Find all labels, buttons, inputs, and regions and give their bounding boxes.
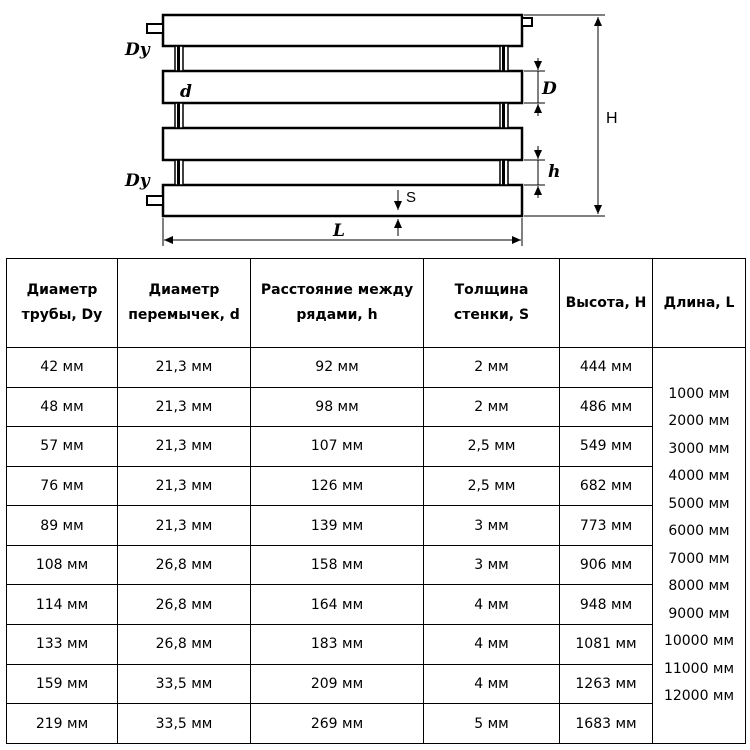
cell-jumper-diameter: 21,3 мм [118,466,251,506]
label-dy-bottom: Dy [125,171,150,191]
length-option: 8000 мм [668,578,730,594]
length-option: 6000 мм [668,523,730,539]
cell-jumper-diameter: 21,3 мм [118,427,251,467]
cell-height: 444 мм [560,348,653,388]
cell-wall-thickness: 3 мм [424,506,560,546]
cell-pipe-diameter: 133 мм [7,625,118,665]
table-header-row [7,259,746,348]
cell-jumper-diameter: 21,3 мм [118,387,251,427]
spec-table [6,258,746,744]
cell-height: 549 мм [560,427,653,467]
length-option: 7000 мм [668,550,730,567]
table-row [7,348,746,388]
pipe-row-3 [163,128,522,160]
cell-wall-thickness: 4 мм [424,585,560,625]
cell-jumper-diameter: 21,3 мм [118,348,251,388]
cell-jumper-diameter: 26,8 мм [118,545,251,585]
header-pipe-diameter: Диаметр трубы, Dy [7,259,118,348]
table-row [7,664,746,704]
cell-jumper-diameter: 26,8 мм [118,625,251,665]
cell-row-distance: 164 мм [251,585,424,625]
label-S: S [406,189,417,206]
cell-wall-thickness: 2,5 мм [424,466,560,506]
cell-height: 486 мм [560,387,653,427]
length-option: 4000 мм [668,468,730,484]
cell-pipe-diameter: 57 мм [7,427,118,467]
cell-row-distance: 107 мм [251,427,424,467]
cell-jumper-diameter: 21,3 мм [118,506,251,546]
inlet-top-left [147,24,163,33]
header-height: Высота, H [560,259,653,348]
length-option: 12000 мм [663,688,735,704]
cell-row-distance: 183 мм [251,625,424,665]
inlet-bottom-left [147,196,163,205]
cell-wall-thickness: 3 мм [424,545,560,585]
cell-jumper-diameter: 33,5 мм [118,704,251,744]
cell-row-distance: 98 мм [251,387,424,427]
cell-pipe-diameter: 42 мм [7,348,118,388]
cell-jumper-diameter: 26,8 мм [118,585,251,625]
cell-jumper-diameter: 33,5 мм [118,664,251,704]
header-wall-thickness: Толщина стенки, S [424,259,560,348]
cell-wall-thickness: 2 мм [424,387,560,427]
label-H: H [606,110,618,127]
table-row [7,704,746,744]
table-row [7,387,746,427]
inlet-top-right [522,18,532,26]
cell-pipe-diameter: 89 мм [7,506,118,546]
cell-pipe-diameter: 159 мм [7,664,118,704]
cell-height: 773 мм [560,506,653,546]
table-row [7,506,746,546]
cell-row-distance: 139 мм [251,506,424,546]
cell-height: 682 мм [560,466,653,506]
label-d: d [180,82,192,102]
length-option: 9000 мм [668,605,730,622]
length-option: 5000 мм [668,495,730,512]
cell-pipe-diameter: 108 мм [7,545,118,585]
cell-row-distance: 158 мм [251,545,424,585]
cell-wall-thickness: 4 мм [424,664,560,704]
length-option: 10000 мм [663,633,735,649]
length-option: 1000 мм [668,385,730,402]
cell-lengths [653,348,746,744]
pipe-rows [163,15,522,216]
cell-row-distance: 126 мм [251,466,424,506]
cell-wall-thickness: 4 мм [424,625,560,665]
cell-pipe-diameter: 76 мм [7,466,118,506]
label-h: h [548,162,561,182]
cell-pipe-diameter: 219 мм [7,704,118,744]
length-option: 11000 мм [663,660,735,677]
table-row [7,427,746,467]
table-row [7,545,746,585]
cell-row-distance: 92 мм [251,348,424,388]
cell-height: 1263 мм [560,664,653,704]
label-L: L [333,221,345,241]
pipe-row-4 [163,185,522,216]
label-dy-top: Dy [125,40,150,60]
length-option: 3000 мм [668,440,730,457]
cell-pipe-diameter: 114 мм [7,585,118,625]
cell-height: 906 мм [560,545,653,585]
radiator-diagram [0,0,750,258]
pipe-row-2 [163,71,522,103]
jumpers [175,46,508,185]
cell-wall-thickness: 5 мм [424,704,560,744]
cell-height: 1683 мм [560,704,653,744]
label-D: D [542,79,557,99]
header-row-distance: Расстояние между рядами, h [251,259,424,348]
cell-height: 1081 мм [560,625,653,665]
cell-height: 948 мм [560,585,653,625]
header-length: Длина, L [653,259,746,348]
table-row [7,625,746,665]
cell-row-distance: 209 мм [251,664,424,704]
cell-pipe-diameter: 48 мм [7,387,118,427]
cell-wall-thickness: 2,5 мм [424,427,560,467]
length-option: 2000 мм [668,413,730,429]
table-row [7,466,746,506]
cell-wall-thickness: 2 мм [424,348,560,388]
cell-row-distance: 269 мм [251,704,424,744]
pipe-row-1 [163,15,522,46]
table-row [7,585,746,625]
header-jumper-diameter: Диаметр перемычек, d [118,259,251,348]
